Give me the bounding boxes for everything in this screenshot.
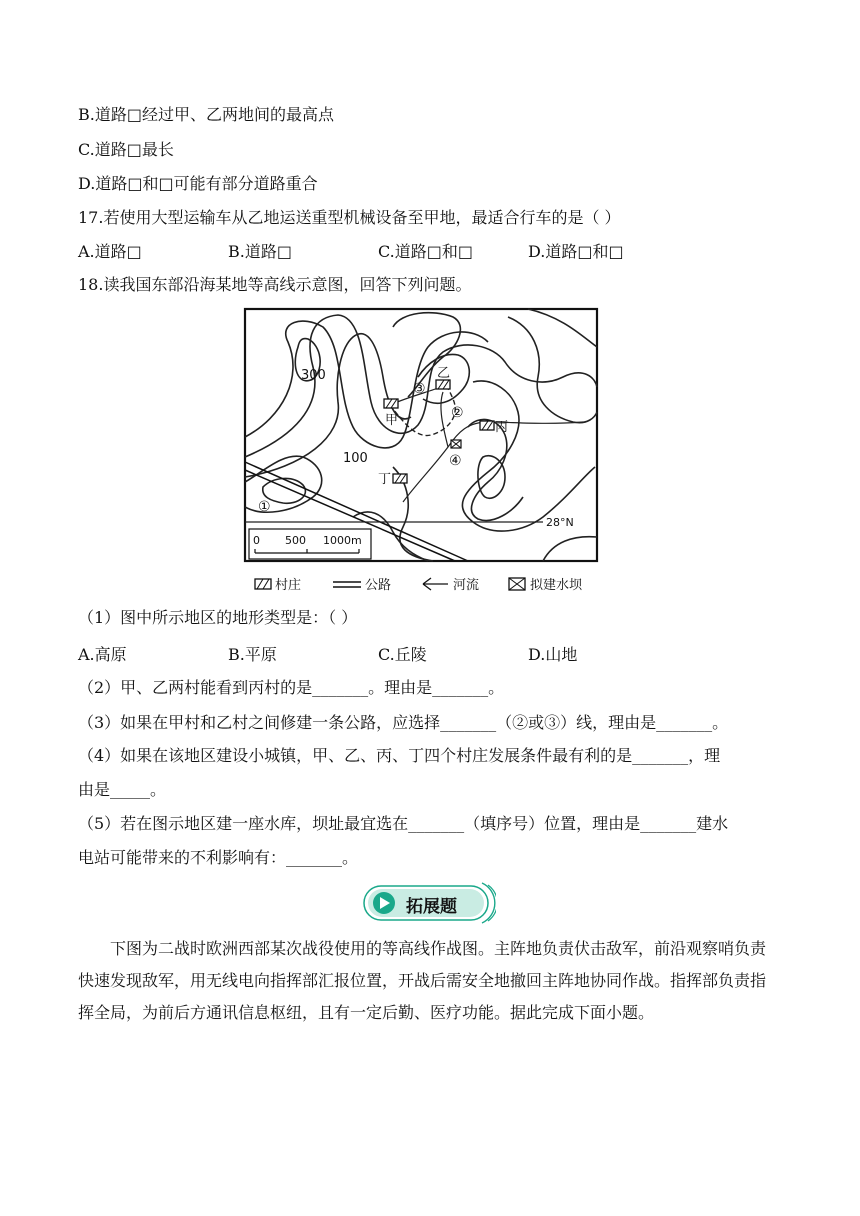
legend-village-icon [255, 579, 271, 589]
q17-option-b: B.道路□ [228, 242, 292, 261]
q17-option-d: D.道路□和□ [528, 242, 624, 261]
village-jia-icon [384, 399, 398, 408]
q18-sub4-line2: 由是_____。 [78, 780, 167, 799]
village-bing-icon [480, 421, 494, 430]
marker-1: ① [258, 499, 271, 515]
legend-dam-icon [509, 578, 525, 590]
section-title: 拓展题 [406, 897, 457, 917]
q18-sub3: （3）如果在甲村和乙村之间修建一条公路，应选择_______（②或③）线，理由是_______。 [78, 713, 729, 732]
q18-sub1-option-a: A.高原 [78, 645, 127, 664]
legend-river: 河流 [453, 578, 480, 593]
extension-passage: 下图为二战时欧洲西部某次战役使用的等高线作战图。主阵地负责伏击敌军，前沿观察哨负责快速发现敌军，用无线电向指挥部汇报位置，开战后需安全地撤回主阵地协同作战。指挥部负责指挥全局，为前后方通讯信息枢纽，且有一定后勤、医疗功能。据此完成下面小题。 [78, 939, 767, 1022]
label-bing: 丙 [495, 420, 509, 435]
q18-sub2: （2）甲、乙两村能看到丙村的是_______。理由是_______。 [78, 678, 505, 697]
latitude-label: 28°N [546, 516, 574, 529]
q17-option-a: A.道路□ [78, 242, 142, 261]
legend-highway-icon [333, 582, 361, 587]
q18-sub1-option-b: B.平原 [228, 645, 277, 664]
q18-sub5-line2: 电站可能带来的不利影响有：_______。 [78, 848, 359, 867]
scale-500: 500 [285, 534, 306, 547]
village-yi-icon [436, 380, 450, 389]
map-legend [255, 577, 583, 593]
q16-option-c: C.道路□最长 [78, 140, 174, 159]
label-yi: 乙 [437, 366, 451, 381]
marker-3: ③ [413, 381, 426, 397]
legend-river-icon [423, 578, 448, 590]
legend-village: 村庄 [275, 578, 302, 593]
q18-sub5-line1: （5）若在图示地区建一座水库，坝址最宜选在_______（填序号）位置，理由是_______建水 [78, 814, 729, 833]
q17-option-c: C.道路□和□ [378, 242, 473, 261]
dam-site-icon [451, 440, 461, 448]
marker-2: ② [451, 405, 464, 421]
q17-stem: 17.若使用大型运输车从乙地运送重型机械设备至甲地，最适合行车的是（ ） [78, 208, 621, 227]
village-ding-icon [393, 474, 407, 483]
q18-sub1-option-d: D.山地 [528, 645, 578, 664]
section-badge [362, 879, 496, 927]
label-ding: 丁 [378, 472, 392, 487]
scale-1000: 1000m [323, 534, 362, 547]
q16-option-d: D.道路□和□可能有部分道路重合 [78, 174, 318, 193]
q18-sub1: （1）图中所示地区的地形类型是：（ ） [78, 608, 358, 627]
q16-option-b: B.道路□经过甲、乙两地间的最高点 [78, 105, 334, 124]
legend-dam: 拟建水坝 [530, 578, 583, 593]
label-jia: 甲 [385, 413, 399, 428]
q18-stem: 18.读我国东部沿海某地等高线示意图，回答下列问题。 [78, 275, 472, 294]
marker-4: ④ [449, 453, 462, 469]
q18-sub4-line1: （4）如果在该地区建设小城镇，甲、乙、丙、丁四个村庄发展条件最有利的是_______，理 [78, 746, 721, 765]
q18-sub1-option-c: C.丘陵 [378, 645, 427, 664]
scale-0: 0 [253, 534, 260, 547]
contour-label-300: 300 [301, 368, 326, 383]
legend-highway: 公路 [365, 578, 392, 593]
contour-label-100: 100 [343, 451, 368, 466]
contour-map [243, 307, 599, 597]
